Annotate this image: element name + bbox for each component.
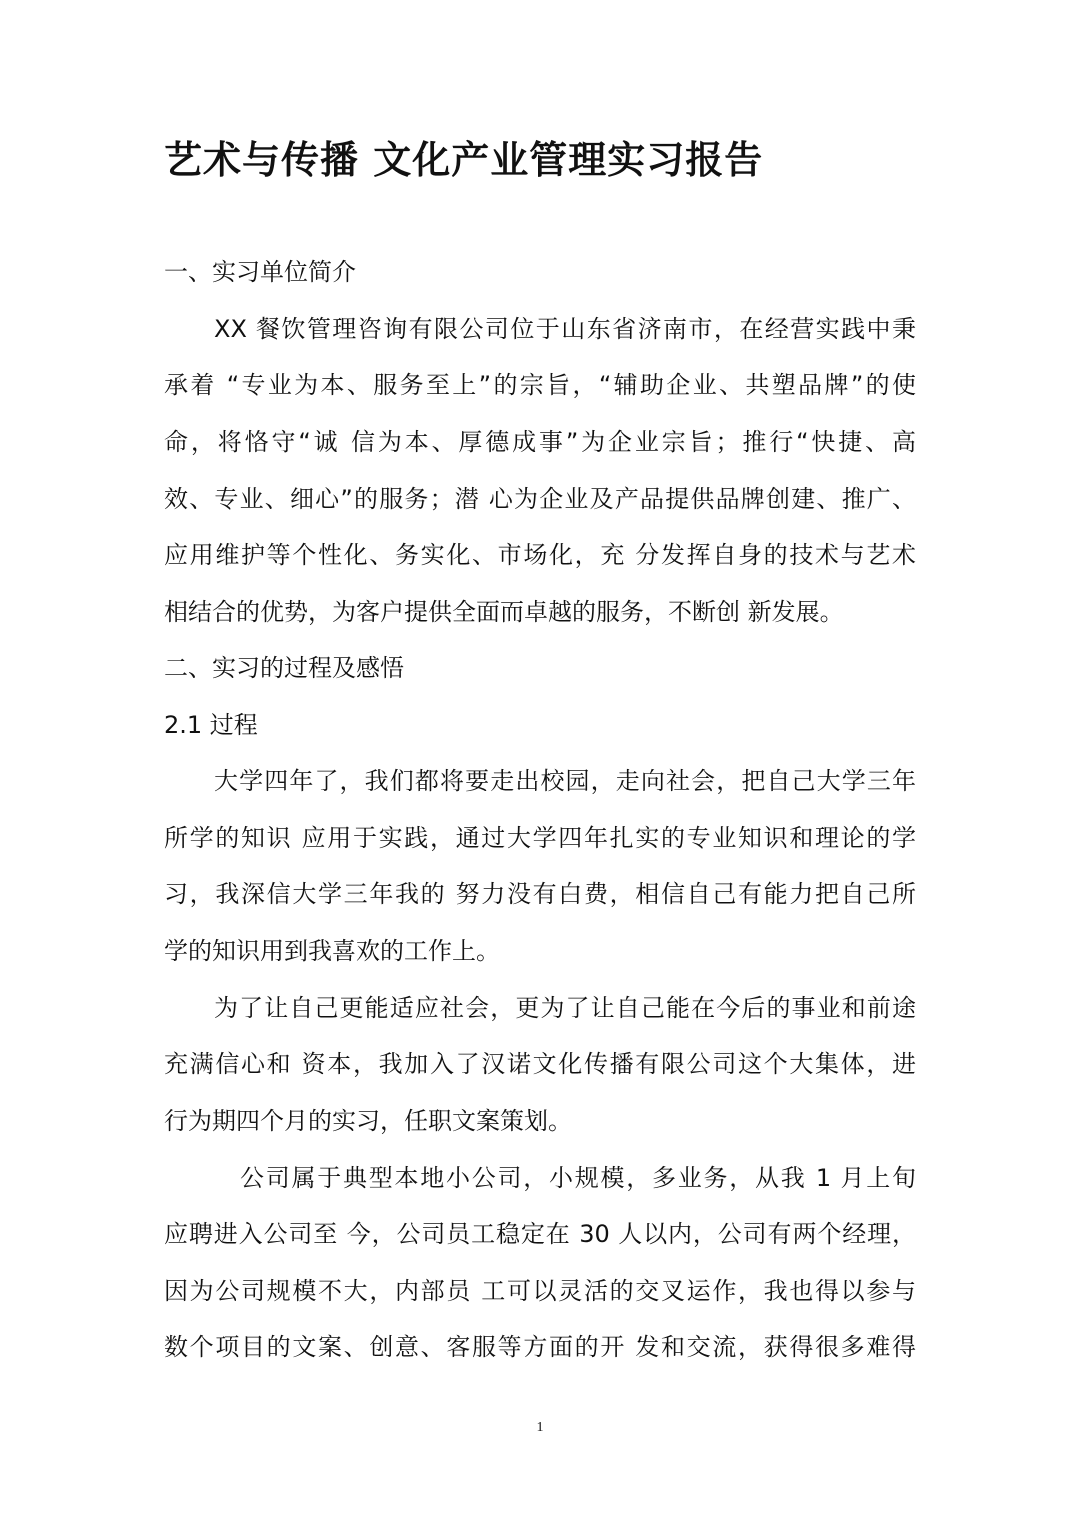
section-heading-intro: 一、实习单位简介 (164, 258, 356, 286)
paragraph-line: 应用维护等个性化、务实化、市场化，充 分发挥自身的技术与艺术 (164, 541, 916, 569)
paragraph-line: 相结合的优势，为客户提供全面而卓越的服务，不断创 新发展。 (164, 598, 844, 626)
paragraph-line: XX 餐饮管理咨询有限公司位于山东省济南市，在经营实践中秉 (214, 315, 916, 343)
paragraph-line: 承着 “专业为本、服务至上”的宗旨，“辅助企业、共塑品牌”的使 (164, 371, 916, 399)
section-heading-process: 二、实习的过程及感悟 (164, 654, 404, 682)
document-title: 艺术与传播 文化产业管理实习报告 (164, 137, 764, 182)
paragraph-line: 所学的知识 应用于实践，通过大学四年扎实的专业知识和理论的学 (164, 824, 916, 852)
paragraph-line: 行为期四个月的实习，任职文案策划。 (164, 1107, 572, 1135)
paragraph-line: 因为公司规模不大，内部员 工可以灵活的交叉运作，我也得以参与 (164, 1277, 916, 1305)
paragraph-line: 数个项目的文案、创意、客服等方面的开 发和交流，获得很多难得 (164, 1333, 916, 1361)
paragraph-line: 公司属于典型本地小公司，小规模，多业务，从我 1 月上旬 (240, 1164, 916, 1192)
paragraph-line: 充满信心和 资本，我加入了汉诺文化传播有限公司这个大集体，进 (164, 1050, 916, 1078)
subsection-heading: 2.1 过程 (164, 711, 258, 739)
paragraph-line: 习，我深信大学三年我的 努力没有白费，相信自己有能力把自己所 (164, 880, 916, 908)
paragraph-line: 学的知识用到我喜欢的工作上。 (164, 937, 500, 965)
paragraph-line: 应聘进入公司至 今，公司员工稳定在 30 人以内，公司有两个经理， (164, 1220, 916, 1248)
paragraph-line: 命，将恪守“诚 信为本、厚德成事”为企业宗旨；推行“快捷、高 (164, 428, 916, 456)
page-number: 1 (536, 1420, 544, 1435)
paragraph-line: 为了让自己更能适应社会，更为了让自己能在今后的事业和前途 (214, 994, 916, 1022)
paragraph-line: 效、专业、细心”的服务；潜 心为企业及产品提供品牌创建、推广、 (164, 485, 916, 513)
paragraph-line: 大学四年了，我们都将要走出校园，走向社会，把自己大学三年 (214, 767, 916, 795)
